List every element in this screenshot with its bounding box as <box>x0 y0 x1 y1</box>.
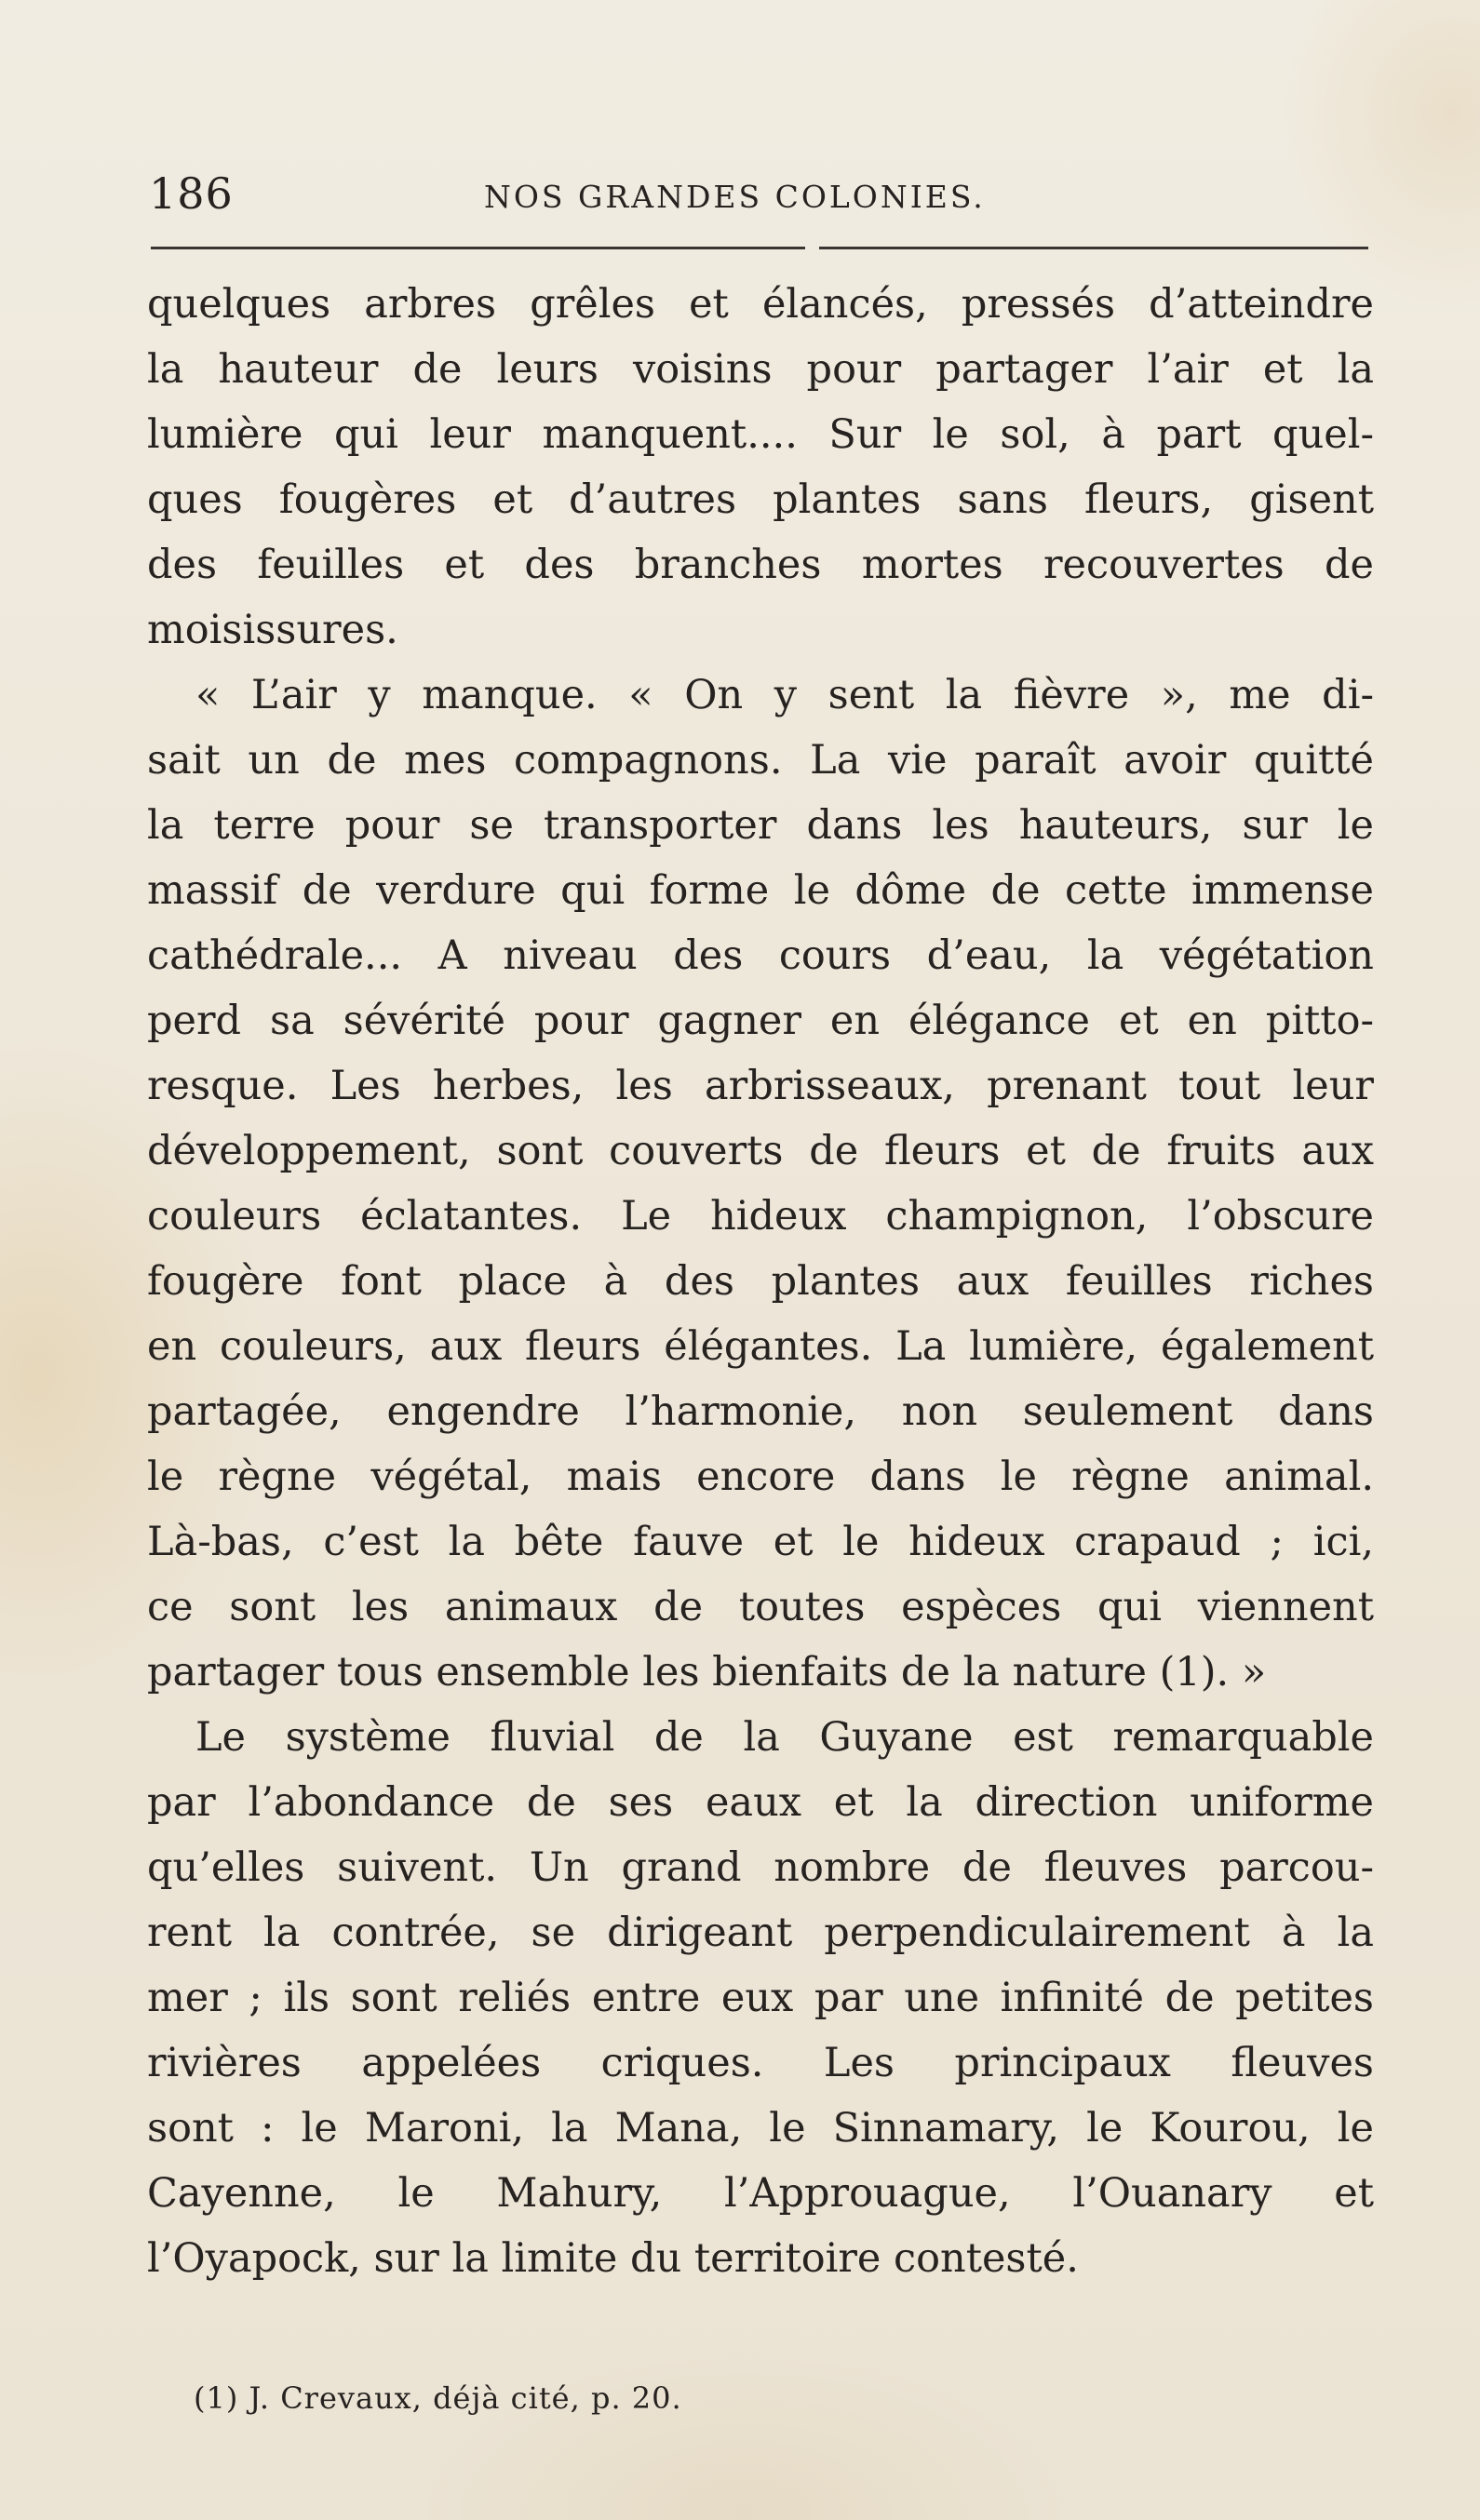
text-line: qu’elles suivent. Un grand nombre de fleuves parcou- <box>147 1844 1374 1891</box>
text-line: quelques arbres grêles et élancés, pressés d’atteindre <box>147 281 1374 328</box>
page-number: 186 <box>149 168 234 219</box>
text-line: développement, sont couverts de fleurs et de fruits aux <box>147 1128 1374 1174</box>
text-line: Le système fluvial de la Guyane est remarquable <box>195 1714 1374 1761</box>
text-line: lumière qui leur manquent.... Sur le sol, à part quel- <box>147 411 1374 458</box>
text-line: perd sa sévérité pour gagner en élégance et en pitto- <box>147 998 1374 1044</box>
text-line: Là-bas, c’est la bête fauve et le hideux crapaud ; ici, <box>147 1519 1374 1565</box>
text-line: cathédrale... A niveau des cours d’eau, la végétation <box>147 932 1374 979</box>
text-line: rivières appelées criques. Les principaux fleuves <box>147 2040 1374 2086</box>
text-line: moisissures. <box>147 607 398 653</box>
header-rule-right <box>819 247 1368 249</box>
text-line: Cayenne, le Mahury, l’Approuague, l’Ouanary et <box>147 2170 1374 2217</box>
text-line: des feuilles et des branches mortes recouvertes de <box>147 542 1374 588</box>
text-line: ques fougères et d’autres plantes sans fleurs, gisent <box>147 476 1374 523</box>
text-line: la terre pour se transporter dans les hauteurs, sur le <box>147 802 1374 849</box>
text-line: le règne végétal, mais encore dans le règne animal. <box>147 1454 1374 1500</box>
text-line: partager tous ensemble les bienfaits de la nature (1). » <box>147 1649 1267 1696</box>
footnote: (1) J. Crevaux, déjà cité, p. 20. <box>194 2380 682 2416</box>
text-line: fougère font place à des plantes aux feuilles riches <box>147 1258 1374 1305</box>
text-line: partagée, engendre l’harmonie, non seulement dans <box>147 1388 1374 1435</box>
text-line: massif de verdure qui forme le dôme de cette immense <box>147 867 1374 914</box>
text-line: en couleurs, aux fleurs élégantes. La lumière, également <box>147 1323 1374 1370</box>
text-line: couleurs éclatantes. Le hideux champignon, l’obscure <box>147 1193 1374 1240</box>
text-line: ce sont les animaux de toutes espèces qui viennent <box>147 1584 1374 1630</box>
text-line: par l’abondance de ses eaux et la direction uniforme <box>147 1779 1374 1826</box>
text-line: sont : le Maroni, la Mana, le Sinnamary, le Kourou, le <box>147 2105 1374 2151</box>
text-line: rent la contrée, se dirigeant perpendiculairement à la <box>147 1910 1374 1956</box>
body-text <box>147 272 1374 2291</box>
text-line: resque. Les herbes, les arbrisseaux, prenant tout leur <box>147 1063 1374 1109</box>
text-line: mer ; ils sont reliés entre eux par une infinité de petites <box>147 1975 1374 2021</box>
running-title: NOS GRANDES COLONIES. <box>484 179 986 215</box>
text-line: « L’air y manque. « On y sent la fièvre », me di- <box>195 672 1374 718</box>
text-line: la hauteur de leurs voisins pour partager l’air et la <box>147 346 1374 393</box>
header-rule-left <box>151 247 805 249</box>
text-line: sait un de mes compagnons. La vie paraît avoir quitté <box>147 737 1374 784</box>
text-line: l’Oyapock, sur la limite du territoire contesté. <box>147 2235 1079 2282</box>
page-header <box>149 166 1368 221</box>
